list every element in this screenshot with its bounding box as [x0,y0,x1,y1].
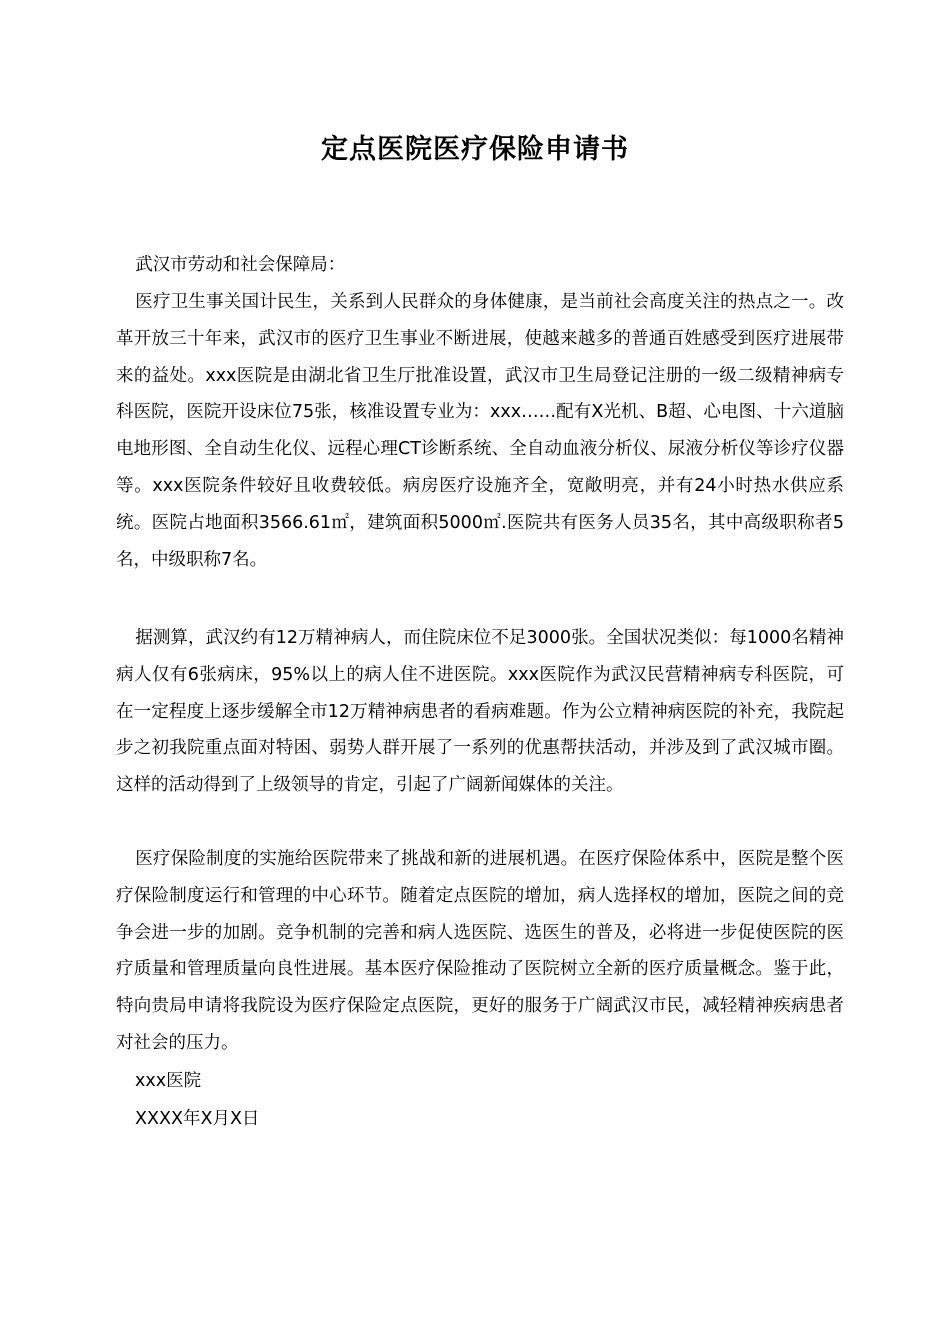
salutation-text: 武汉市劳动和社会保障局： [135,255,346,275]
paragraph-3-text: 医疗保险制度的实施给医院带来了挑战和新的进展机遇。在医疗保险体系中，医院是整个医疗保险制度运行和管理的中心环节。随着定点医院的增加，病人选择权的增加，医院之间的竞争会进一步的加剧。竞争机制的完善和病人选医院、选医生的普及，必将进一步促使医院的医疗质量和管理质量向良性进展。基本医疗保险推动了医院树立全新的医疗质量概念。鉴于此，特向贵局申请将我院设为医疗保险定点医院，更好的服务于广阔武汉市民，减轻精神疾病患者对社会的压力。 [116,849,844,1053]
document-title: 定点医院医疗保险申请书 [321,134,629,165]
paragraph-1-text: 医疗卫生事关国计民生，关系到人民群众的身体健康，是当前社会高度关注的热点之一。改革开放三十年来，武汉市的医疗卫生事业不断进展，使越来越多的普通百姓感受到医疗进展带来的益处。xxx医院是由湖北省卫生厅批准设置，武汉市卫生局登记注册的一级二级精神病专科医院，医院开设床位75张，核准设置专业为：xxx……配有X光机、B超、心电图、十六道脑电地形图、全自动生化仪、远程心理CT诊断系统、全自动血液分析仪、尿液分析仪等诊疗仪器等。xxx医院条件较好且收费较低。病房医疗设施齐全，宽敞明亮，并有24小时热水供应系统。医院占地面积3566.61㎡，建筑面积5000㎡.医院共有医务人员35名，其中高级职称者5名，中级职称7名。 [116,292,844,570]
paragraph-2-text: 据测算，武汉约有12万精神病人，而住院床位不足3000张。全国状况类似：每1000名精神病人仅有6张病床，95%以上的病人住不进医院。xxx医院作为武汉民营精神病专科医院，可在一定程度上逐步缓解全市12万精神病患者的看病难题。作为公立精神病医院的补充，我院起步之初我院重点面对特困、弱势人群开展了一系列的优惠帮扶活动，并涉及到了武汉城市圈。这样的活动得到了上级领导的肯定，引起了广阔新闻媒体的关注。 [116,628,844,796]
signature-date: XXXX年X月X日 [135,1109,260,1129]
salutation [116,247,844,284]
paragraph-3 [116,841,844,1062]
paragraph-1 [116,284,844,578]
paragraph-2 [116,620,844,804]
signature-organization: xxx医院 [135,1071,202,1091]
